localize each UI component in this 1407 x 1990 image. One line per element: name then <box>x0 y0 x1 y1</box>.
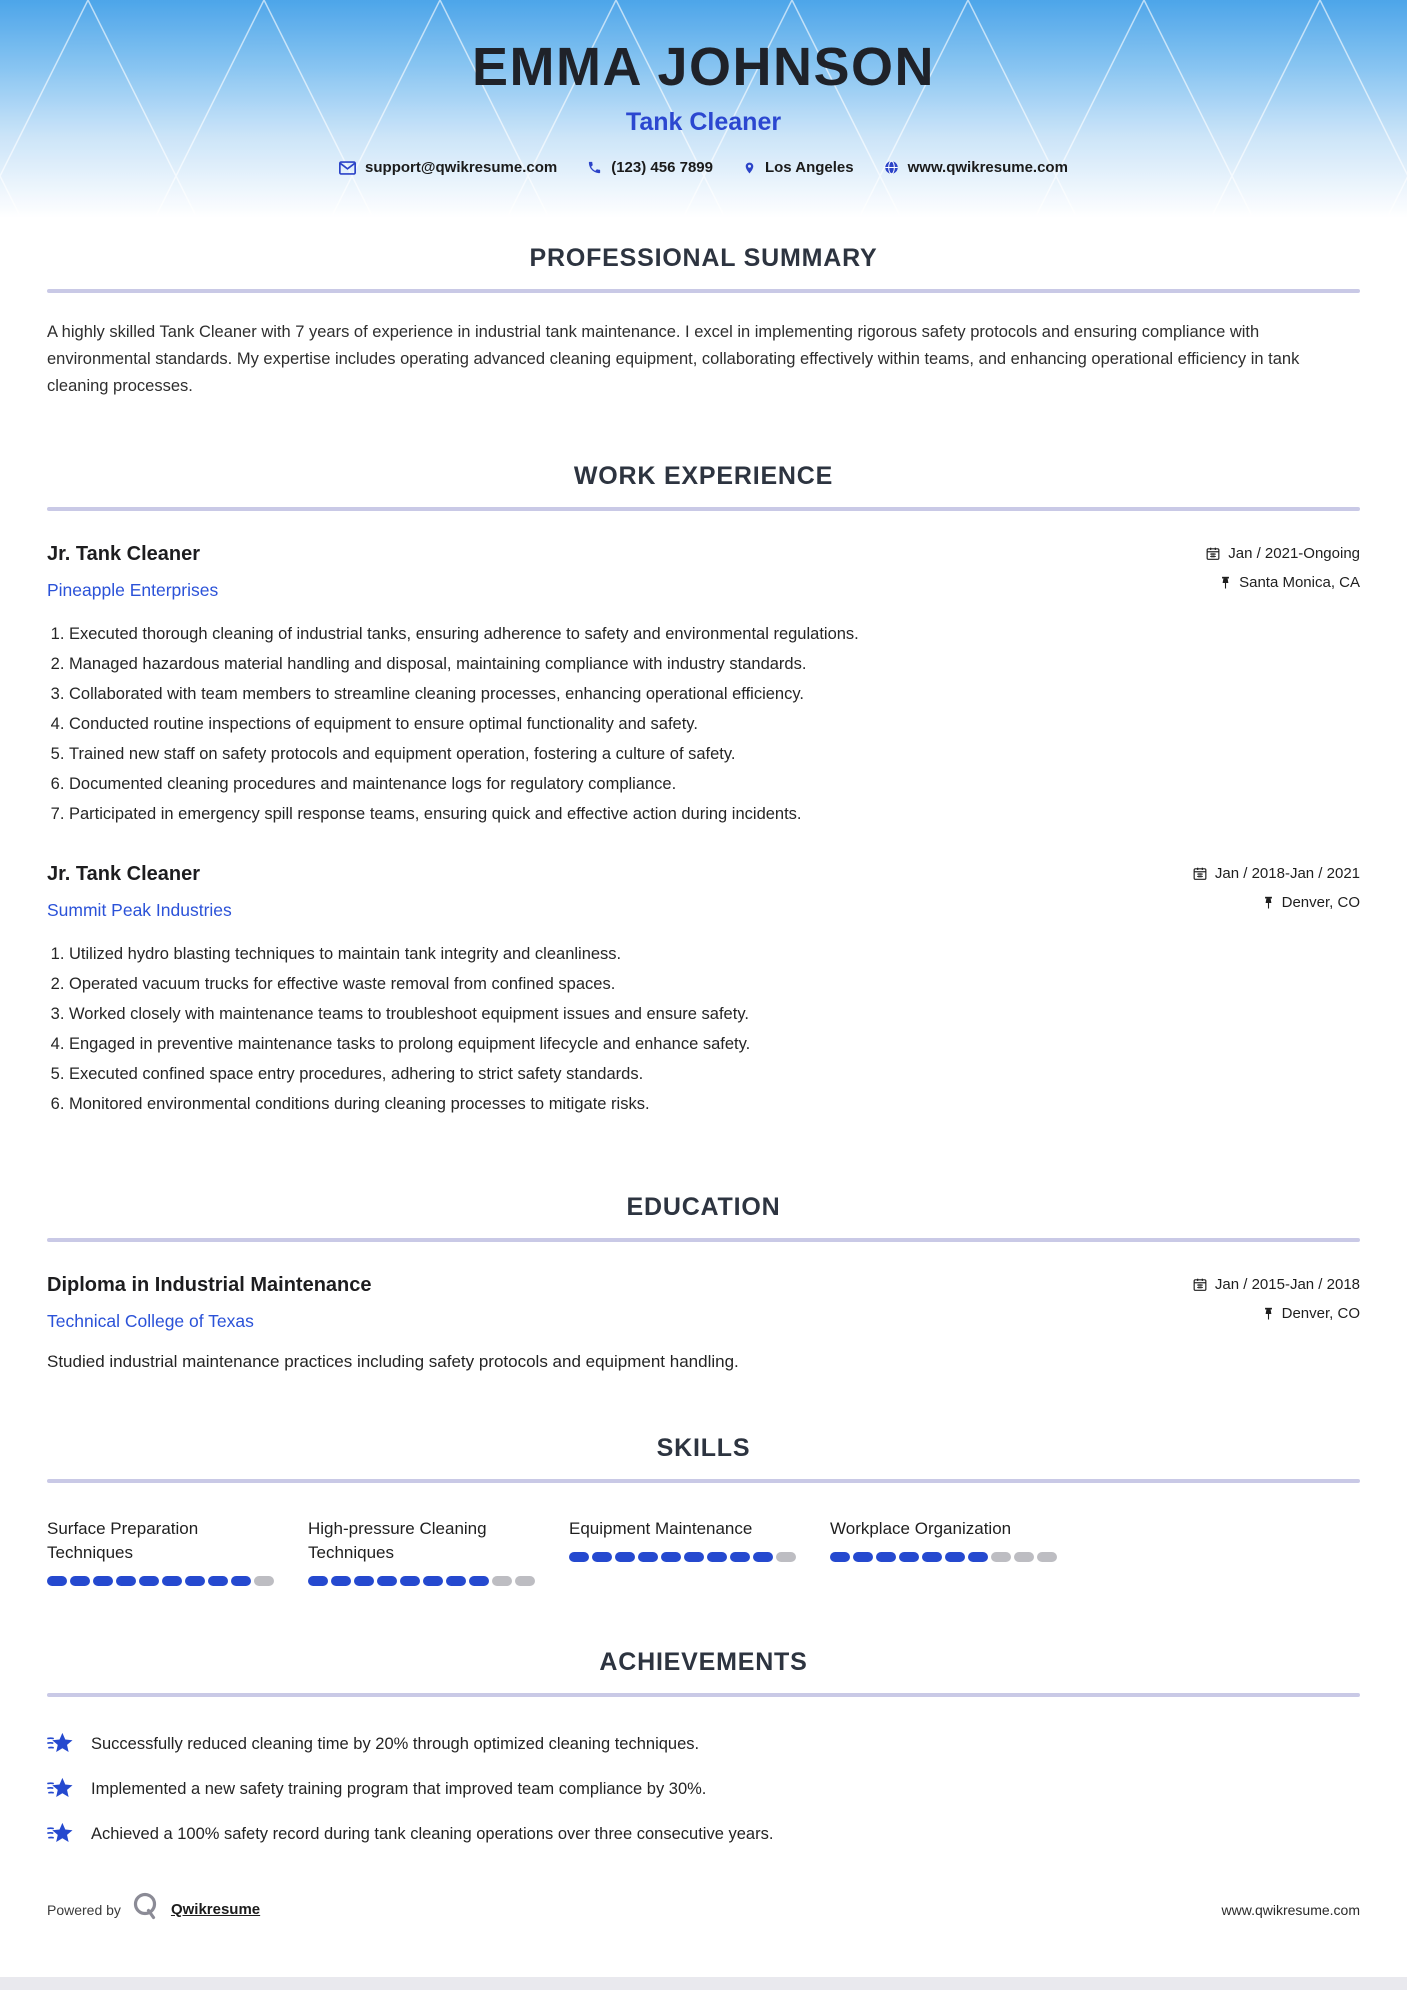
globe-icon <box>884 160 899 175</box>
skill-bar-segment <box>991 1552 1011 1562</box>
candidate-name: EMMA JOHNSON <box>471 37 936 97</box>
education-description: Studied industrial maintenance practices including safety protocols and equipment handling. <box>47 1352 739 1371</box>
skill-bar-segment <box>47 1576 67 1586</box>
skill-name: Surface Preparation Techniques <box>47 1519 199 1562</box>
section-divider <box>47 507 1360 511</box>
skill-bar-segment <box>208 1576 228 1586</box>
job-entry-1 <box>47 543 1360 825</box>
job-location-1 <box>1220 574 1360 591</box>
phone-icon <box>587 160 602 175</box>
calendar-icon <box>1206 546 1220 561</box>
qwikresume-link[interactable]: Qwikresume <box>170 1901 261 1918</box>
contact-email-text: support@qwikresume.com <box>365 159 558 176</box>
education-heading: EDUCATION <box>626 1193 781 1221</box>
skill-bar-segment <box>968 1552 988 1562</box>
job-bullet: 3. Collaborated with team members to streamline cleaning processes, enhancing operational efficiency. <box>69 683 1360 705</box>
skill-bar <box>308 1576 542 1586</box>
contact-location-text: Los Angeles <box>764 159 854 176</box>
skill-bar-segment <box>945 1552 965 1562</box>
job-dates-2 <box>1193 865 1360 882</box>
skill-bar-segment <box>254 1576 274 1586</box>
skill-bar-segment <box>354 1576 374 1586</box>
shooting-star-icon <box>47 1731 75 1757</box>
skill-bar <box>47 1576 281 1586</box>
skill-bar-segment <box>469 1576 489 1586</box>
skill-bar-segment <box>661 1552 681 1562</box>
skill-bar-segment <box>615 1552 635 1562</box>
job-bullet: 1. Executed thorough cleaning of industrial tanks, ensuring adherence to safety and environmental regulations. <box>69 623 1360 645</box>
footer-website[interactable]: www.qwikresume.com <box>1221 1901 1360 1918</box>
contact-location <box>743 159 854 176</box>
skill-bar-segment <box>684 1552 704 1562</box>
skill-item <box>47 1517 281 1586</box>
bottom-strip <box>0 1977 1407 1990</box>
skill-bar-segment <box>592 1552 612 1562</box>
education-location <box>1263 1305 1360 1322</box>
contact-website[interactable] <box>884 159 1068 176</box>
skill-bar-segment <box>853 1552 873 1562</box>
education-entry <box>47 1274 1360 1372</box>
pushpin-icon <box>1220 576 1231 590</box>
skill-bar-segment <box>730 1552 750 1562</box>
skill-bar-segment <box>830 1552 850 1562</box>
contact-email[interactable] <box>339 159 557 176</box>
skill-bar-segment <box>185 1576 205 1586</box>
job-bullet: 7. Participated in emergency spill response teams, ensuring quick and effective action during incidents. <box>69 803 1360 825</box>
resume-header <box>0 0 1407 218</box>
pushpin-icon <box>1263 1307 1274 1321</box>
section-divider <box>47 1693 1360 1697</box>
skills-grid <box>47 1517 1360 1586</box>
achievement-item <box>47 1821 1360 1847</box>
skill-bar-segment <box>446 1576 466 1586</box>
skill-bar-segment <box>139 1576 159 1586</box>
achievements-list <box>47 1731 1360 1847</box>
calendar-icon <box>1193 866 1207 881</box>
skill-bar-segment <box>569 1552 589 1562</box>
skill-bar-segment <box>423 1576 443 1586</box>
skill-bar-segment <box>753 1552 773 1562</box>
skill-bar-segment <box>93 1576 113 1586</box>
powered-by-label: Powered by <box>47 1901 121 1918</box>
skill-item <box>569 1517 803 1562</box>
skill-bar-segment <box>876 1552 896 1562</box>
job-entry-2 <box>47 863 1360 1115</box>
calendar-icon <box>1193 1277 1207 1292</box>
skills-heading: SKILLS <box>656 1434 751 1462</box>
contact-website-text: www.qwikresume.com <box>907 159 1068 176</box>
job-bullet: 4. Conducted routine inspections of equipment to ensure optimal functionality and safety. <box>69 713 1360 735</box>
contact-phone[interactable] <box>587 159 713 176</box>
job-dates-text-2: Jan / 2018-Jan / 2021 <box>1214 865 1360 882</box>
job-bullet: 5. Executed confined space entry procedures, adhering to strict safety standards. <box>69 1063 1360 1085</box>
footer <box>0 1891 1407 1928</box>
skill-bar-segment <box>776 1552 796 1562</box>
skill-name: High-pressure Cleaning Techniques <box>308 1519 487 1562</box>
achievement-text: Successfully reduced cleaning time by 20% through optimized cleaning techniques. <box>91 1734 700 1753</box>
skill-name: Workplace Organization <box>830 1519 1012 1538</box>
section-divider <box>47 1238 1360 1242</box>
skill-bar-segment <box>1037 1552 1057 1562</box>
job-dates-1 <box>1206 545 1360 562</box>
skill-bar-segment <box>377 1576 397 1586</box>
skill-bar-segment <box>400 1576 420 1586</box>
job-bullet: 2. Managed hazardous material handling and disposal, maintaining compliance with industry standards. <box>69 653 1360 675</box>
job-location-2 <box>1263 894 1360 911</box>
skill-name: Equipment Maintenance <box>569 1519 753 1538</box>
job-bullet: 5. Trained new staff on safety protocols and equipment operation, fostering a culture of safety. <box>69 743 1360 765</box>
education-dates-text: Jan / 2015-Jan / 2018 <box>1214 1276 1360 1293</box>
job-title-1: Jr. Tank Cleaner <box>47 543 201 565</box>
skill-item <box>830 1517 1064 1562</box>
job-dates-text-1: Jan / 2021-Ongoing <box>1228 545 1360 562</box>
qwikresume-logo-icon <box>131 1891 161 1928</box>
job-title-2: Jr. Tank Cleaner <box>47 863 201 885</box>
contact-phone-text: (123) 456 7899 <box>611 159 713 176</box>
summary-heading: PROFESSIONAL SUMMARY <box>529 244 878 272</box>
shooting-star-icon <box>47 1776 75 1802</box>
education-school[interactable]: Technical College of Texas <box>47 1311 254 1331</box>
envelope-icon <box>339 161 356 175</box>
contact-row <box>0 159 1407 176</box>
skill-bar-segment <box>899 1552 919 1562</box>
skill-item <box>308 1517 542 1586</box>
education-location-text: Denver, CO <box>1281 1305 1360 1322</box>
skill-bar-segment <box>331 1576 351 1586</box>
job-bullet-list-1 <box>47 623 1360 825</box>
skill-bar-segment <box>922 1552 942 1562</box>
job-bullet-list-2 <box>47 943 1360 1115</box>
skill-bar-segment <box>707 1552 727 1562</box>
pushpin-icon <box>1263 896 1274 910</box>
skill-bar-segment <box>308 1576 328 1586</box>
candidate-job-title: Tank Cleaner <box>625 108 782 136</box>
summary-text: A highly skilled Tank Cleaner with 7 years of experience in industrial tank maintenance. I excel in implementing rigorous safety protocols and ensuring compliance with environmental standards. My expertise includes operating advanced cleaning equipment, collaborating effectively within teams, and enhancing operational efficiency in tank cleaning processes. <box>47 323 1300 395</box>
skill-bar <box>830 1552 1064 1562</box>
section-divider <box>47 289 1360 293</box>
job-bullet: 1. Utilized hydro blasting techniques to maintain tank integrity and cleanliness. <box>69 943 1360 965</box>
job-bullet: 4. Engaged in preventive maintenance tasks to prolong equipment lifecycle and enhance safety. <box>69 1033 1360 1055</box>
job-company-1[interactable]: Pineapple Enterprises <box>47 580 219 600</box>
skill-bar <box>569 1552 803 1562</box>
skill-bar-segment <box>70 1576 90 1586</box>
achievement-text: Achieved a 100% safety record during tank cleaning operations over three consecutive years. <box>91 1824 774 1843</box>
education-degree: Diploma in Industrial Maintenance <box>47 1274 372 1296</box>
work-experience-heading: WORK EXPERIENCE <box>573 462 834 490</box>
job-company-2[interactable]: Summit Peak Industries <box>47 900 232 920</box>
skill-bar-segment <box>162 1576 182 1586</box>
job-bullet: 6. Monitored environmental conditions during cleaning processes to mitigate risks. <box>69 1093 1360 1115</box>
skill-bar-segment <box>116 1576 136 1586</box>
achievement-item <box>47 1776 1360 1802</box>
job-bullet: 6. Documented cleaning procedures and maintenance logs for regulatory compliance. <box>69 773 1360 795</box>
achievement-item <box>47 1731 1360 1757</box>
job-location-text-2: Denver, CO <box>1281 894 1360 911</box>
section-divider <box>47 1479 1360 1483</box>
achievements-heading: ACHIEVEMENTS <box>599 1648 808 1676</box>
job-bullet: 2. Operated vacuum trucks for effective waste removal from confined spaces. <box>69 973 1360 995</box>
skill-bar-segment <box>1014 1552 1034 1562</box>
job-bullet: 3. Worked closely with maintenance teams to troubleshoot equipment issues and ensure safety. <box>69 1003 1360 1025</box>
job-location-text-1: Santa Monica, CA <box>1239 574 1360 591</box>
location-pin-icon <box>743 160 756 176</box>
shooting-star-icon <box>47 1821 75 1847</box>
skill-bar-segment <box>515 1576 535 1586</box>
skill-bar-segment <box>638 1552 658 1562</box>
skill-bar-segment <box>231 1576 251 1586</box>
education-dates <box>1193 1276 1360 1293</box>
achievement-text: Implemented a new safety training program that improved team compliance by 30%. <box>91 1779 707 1798</box>
skill-bar-segment <box>492 1576 512 1586</box>
